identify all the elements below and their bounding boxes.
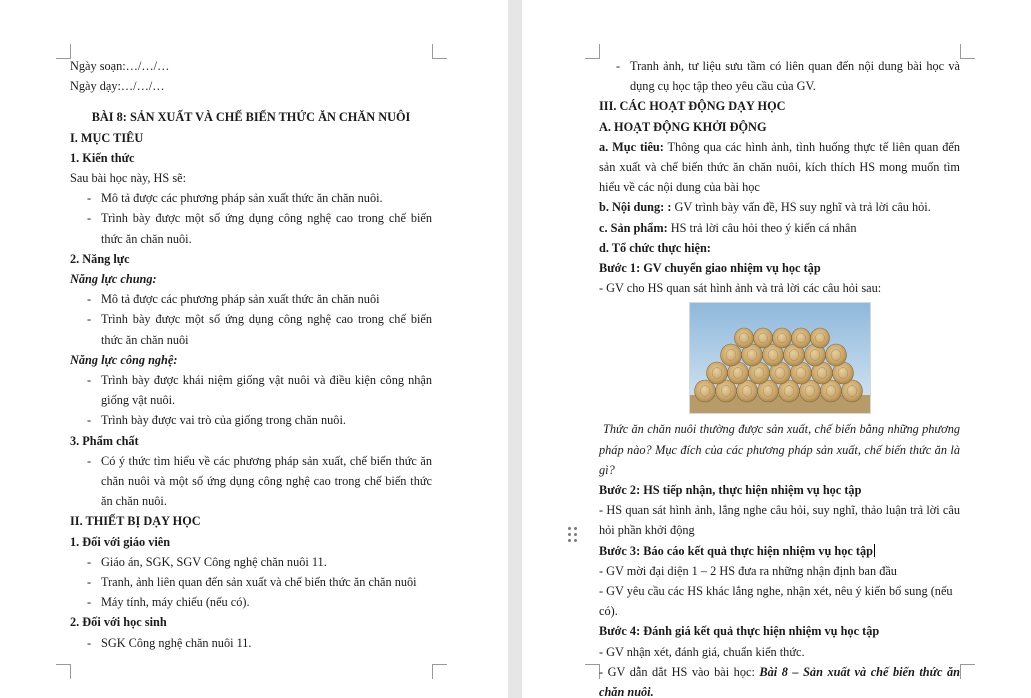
step-4-text: - GV nhận xét, đánh giá, chuẩn kiến thức. (599, 644, 805, 659)
crop-mark-top-left (585, 44, 600, 59)
left-text-column[interactable] (70, 56, 432, 653)
knowledge-intro: Sau bài học này, HS sẽ: (70, 171, 187, 186)
goal-paragraph: a. Mục tiêu: Thông qua các hình ảnh, tình huống thực tế liên quan đến sản xuất và chế biến thức ăn chăn nuôi, kích thích HS mong muốn tìm hiểu về các nội dung của bài học (599, 139, 961, 195)
hay-bale (825, 344, 846, 366)
hay-bale (810, 328, 829, 348)
list-item: - Tranh ảnh, tư liệu sưu tầm có liên quan đến nội dung bài học và dụng cụ học tập theo yêu cầu của GV. (616, 59, 960, 94)
heading-quality: 3. Phẩm chất (70, 433, 139, 448)
section-warmup: A. HOẠT ĐỘNG KHỞI ĐỘNG (599, 119, 767, 134)
hay-bale (734, 328, 753, 348)
heading-ability: 2. Năng lực (70, 251, 130, 266)
step-3-line: - GV yêu cầu các HS khác lắng nghe, nhận xét, nêu ý kiến bổ sung (nếu có). (599, 584, 953, 619)
list-item: - Máy tính, máy chiếu (nếu có). (87, 595, 250, 610)
crop-mark-bottom-right (960, 664, 975, 679)
hay-bale (720, 344, 741, 366)
list-item: - Tranh, ảnh liên quan đến sản xuất và chế biến thức ăn chăn nuôi (87, 575, 417, 590)
hay-bales-photo[interactable] (689, 302, 871, 414)
crop-mark-top-right (960, 44, 975, 59)
list-item: - Trình bày được một số ứng dụng công nghệ cao trong chế biến thức ăn chăn nuôi. (87, 211, 432, 246)
heading-knowledge: 1. Kiến thức (70, 150, 135, 165)
heading-ability-tech: Năng lực công nghệ: (70, 352, 178, 367)
product-paragraph: c. Sản phẩm: HS trả lời câu hỏi theo ý kiến cá nhân (599, 220, 857, 235)
section-activities: III. CÁC HOẠT ĐỘNG DẠY HỌC (599, 99, 786, 114)
document-page-left[interactable] (0, 0, 508, 698)
step-1-text: - GV cho HS quan sát hình ảnh và trả lời các câu hỏi sau: (599, 281, 882, 296)
step-4-heading: Bước 4: Đánh giá kết quả thực hiện nhiệm vụ học tập (599, 624, 880, 639)
section-objectives: I. MỤC TIÊU (70, 130, 144, 145)
document-page-right[interactable] (522, 0, 1031, 698)
date-prep: Ngày soạn:…/…/… (70, 59, 170, 73)
list-item: - Mô tả được các phương pháp sản xuất thức ăn chăn nuôi. (87, 191, 383, 206)
step-3-heading[interactable]: Bước 3: Báo cáo kết quả thực hiện nhiệm vụ học tập (599, 543, 874, 558)
heading-student: 2. Đối với học sinh (70, 615, 167, 630)
crop-mark-bottom-left (56, 664, 71, 679)
drag-handle-icon[interactable] (568, 527, 578, 543)
list-item: - SGK Công nghệ chăn nuôi 11. (87, 635, 252, 650)
lead-in-paragraph: - GV dẫn dắt HS vào bài học: Bài 8 – Sản xuất và chế biến thức ăn chăn nuôi. (599, 664, 960, 698)
content-paragraph: b. Nội dung: : GV trình bày vấn đề, HS suy nghĩ và trả lời câu hỏi. (599, 200, 931, 215)
hay-bale (706, 362, 727, 384)
heading-ability-general: Năng lực chung: (70, 272, 157, 287)
hay-bale (753, 328, 772, 348)
right-text-column[interactable] (599, 56, 960, 698)
list-item: - Giáo án, SGK, SGV Công nghệ chăn nuôi 11. (87, 554, 327, 569)
hay-bale (791, 328, 810, 348)
question-text: Thức ăn chăn nuôi thường được sản xuất, chế biến bằng những phương pháp nào? Mục đích của các phương pháp sản xuất, chế biến thức ăn là gì? (599, 422, 960, 477)
date-teach: Ngày dạy:…/…/… (70, 79, 165, 94)
step-2-heading: Bước 2: HS tiếp nhận, thực hiện nhiệm vụ học tập (599, 483, 862, 498)
list-item: - Trình bày được một số ứng dụng công nghệ cao trong chế biến thức ăn chăn nuôi (87, 312, 432, 347)
crop-mark-top-left (56, 44, 71, 59)
crop-mark-bottom-left (585, 664, 600, 679)
crop-mark-bottom-right (432, 664, 447, 679)
list-item: - Trình bày được vai trò của giống trong chăn nuôi. (87, 413, 346, 428)
organization-heading: d. Tổ chức thực hiện: (599, 240, 711, 255)
list-item: - Mô tả được các phương pháp sản xuất thức ăn chăn nuôi (87, 292, 380, 307)
heading-teacher: 1. Đối với giáo viên (70, 534, 171, 549)
step-2-text: - HS quan sát hình ảnh, lắng nghe câu hỏi, suy nghĩ, thảo luận trả lời câu hỏi phần khởi động (599, 503, 960, 538)
lesson-title: BÀI 8: SẢN XUẤT VÀ CHẾ BIẾN THỨC ĂN CHĂN NUÔI (91, 110, 411, 125)
list-item: - Có ý thức tìm hiểu về các phương pháp sản xuất, chế biến thức ăn chăn nuôi và một số ứng dụng công nghệ cao trong chế biến thức ăn chăn nuôi. (87, 453, 432, 509)
crop-mark-top-right (432, 44, 447, 59)
hay-bale (772, 328, 791, 348)
list-item: - Trình bày được khái niệm giống vật nuôi và điều kiện công nhận giống vật nuôi. (87, 373, 432, 408)
section-equipment: II. THIẾT BỊ DẠY HỌC (70, 514, 201, 529)
step-3-line: - GV mời đại diện 1 – 2 HS đưa ra những nhận định ban đầu (599, 563, 897, 578)
step-1-heading: Bước 1: GV chuyển giao nhiệm vụ học tập (599, 261, 821, 276)
hay-bale (694, 380, 715, 402)
text-cursor (874, 544, 875, 557)
